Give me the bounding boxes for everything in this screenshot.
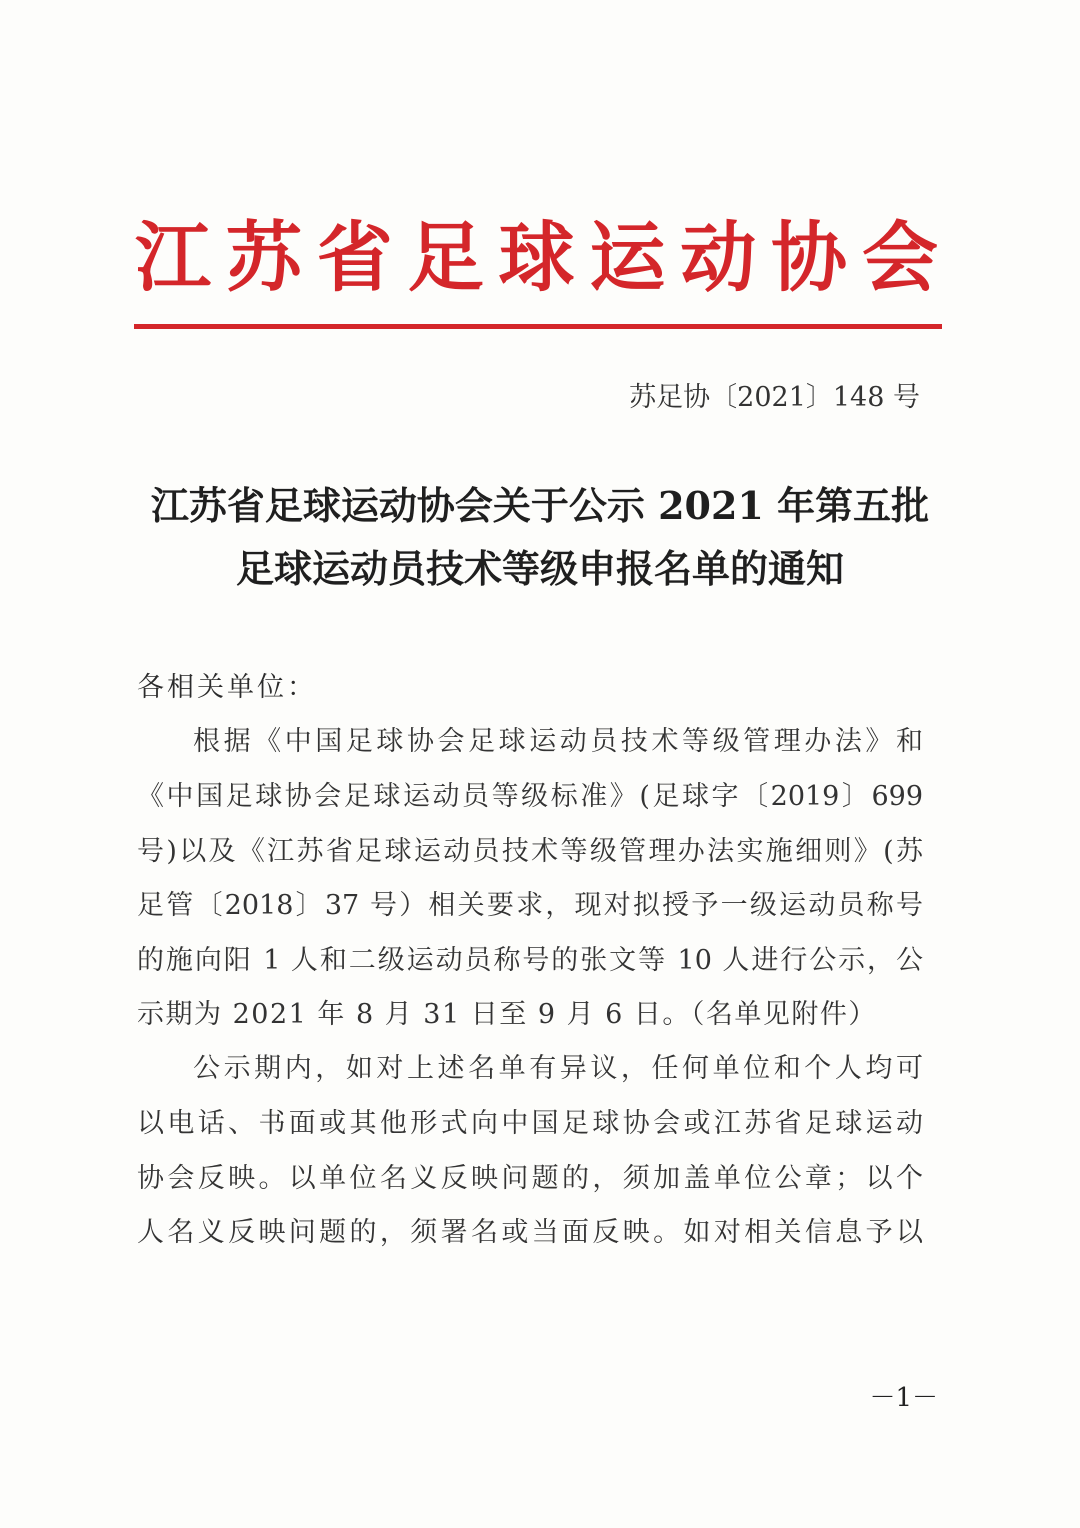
document-number: 苏足协〔2021〕148 号 — [629, 382, 920, 413]
paragraph-2-line: 协会反映。以单位名义反映问题的，须加盖单位公章；以个 — [137, 1163, 923, 1194]
paragraph-1-line: 《中国足球协会足球运动员等级标准》(足球字〔2019〕699 — [137, 781, 923, 812]
red-divider — [134, 324, 942, 329]
paragraph-1-line: 的施向阳 1 人和二级运动员称号的张文等 10 人进行公示，公 — [137, 945, 923, 976]
paragraph-1-line: 足管〔2018〕37 号）相关要求，现对拟授予一级运动员称号 — [137, 890, 923, 921]
organization-header: 江苏省足球运动协会 — [135, 213, 940, 302]
document-title — [120, 474, 960, 600]
paragraph-1-line: 号)以及《江苏省足球运动员技术等级管理办法实施细则》(苏 — [137, 836, 923, 867]
paragraph-2-line: 人名义反映问题的，须署名或当面反映。如对相关信息予以 — [137, 1217, 923, 1248]
paragraph-1-line: 示期为 2021 年 8 月 31 日至 9 月 6 日。（名单见附件） — [137, 999, 877, 1030]
paragraph-1-line: 根据《中国足球协会足球运动员技术等级管理办法》和 — [193, 726, 923, 757]
title-line-1: 江苏省足球运动协会关于公示 2021 年第五批 — [150, 483, 930, 528]
salutation: 各相关单位： — [137, 672, 317, 703]
title-line-2: 足球运动员技术等级申报名单的通知 — [235, 546, 844, 591]
page-number: －1－ — [869, 1383, 938, 1413]
paragraph-2-line: 以电话、书面或其他形式向中国足球协会或江苏省足球运动 — [137, 1108, 923, 1139]
paragraph-2-line: 公示期内，如对上述名单有异议，任何单位和个人均可 — [193, 1053, 923, 1084]
